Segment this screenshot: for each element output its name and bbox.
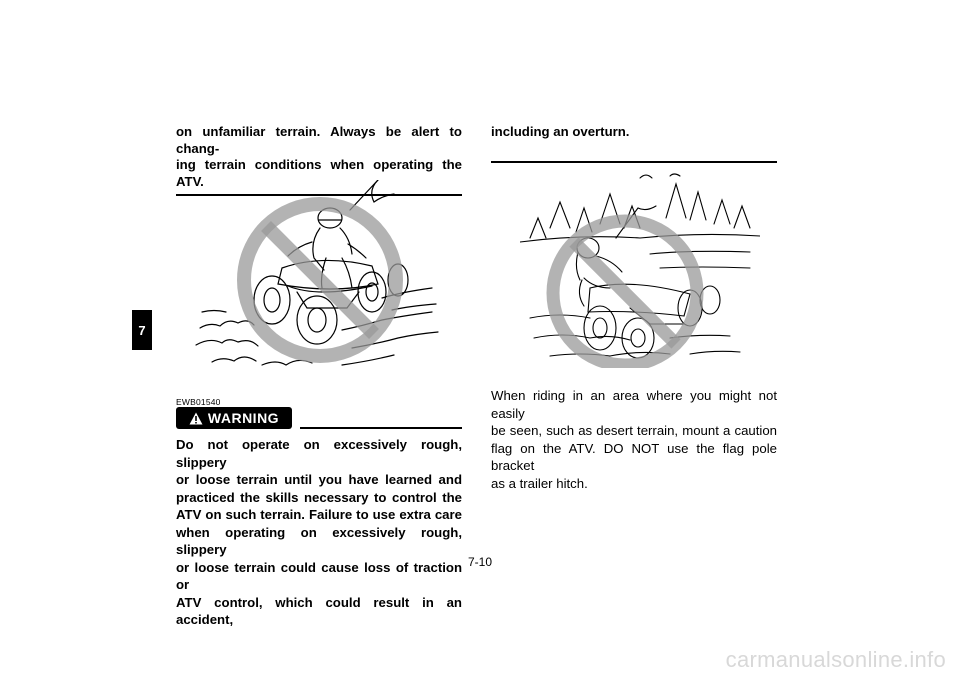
- chapter-tab: [132, 310, 152, 350]
- warning-body: [176, 436, 462, 629]
- warning-code: EWB01540: [176, 397, 221, 407]
- atv-rough-terrain-illustration: [192, 180, 447, 380]
- chapter-number: 7: [138, 322, 146, 338]
- body-line: flag on the ATV. DO NOT use the flag pole bracket: [491, 440, 777, 473]
- intro-line-right: including an overturn.: [491, 124, 630, 139]
- page-number: 7-10: [467, 555, 493, 569]
- warning-rule: [300, 427, 462, 429]
- watermark: carmanualsonline.info: [725, 647, 946, 672]
- body-line: be seen, such as desert terrain, mount a caution: [491, 423, 777, 438]
- warning-line: when operating on excessively rough, slippery: [176, 524, 462, 557]
- warning-line: ATV control, which could result in an accident,: [176, 594, 462, 627]
- section-rule-right: [491, 161, 777, 163]
- body-line: When riding in an area where you might not easily: [491, 388, 777, 421]
- intro-line-1: on unfamiliar terrain. Always be alert to chang-: [176, 124, 462, 156]
- warning-header: [176, 407, 462, 429]
- right-column-intro: [491, 124, 777, 163]
- warning-line: ATV on such terrain. Failure to use extra care: [176, 507, 462, 522]
- atv-desert-terrain-illustration: [520, 168, 760, 368]
- warning-line: practiced the skills necessary to control the: [176, 489, 462, 505]
- body-line: as a trailer hitch.: [491, 475, 588, 491]
- caution-flag-paragraph: [491, 387, 777, 492]
- warning-line: Do not operate on excessively rough, slippery: [176, 437, 462, 470]
- warning-triangle-icon: [189, 412, 203, 425]
- warning-label: WARNING: [207, 410, 280, 426]
- intro-line-2: ing terrain conditions when operating the ATV.: [176, 157, 462, 189]
- warning-line: or loose terrain could cause loss of traction or: [176, 559, 462, 592]
- warning-badge: [176, 407, 292, 429]
- warning-line: or loose terrain until you have learned and: [176, 472, 462, 487]
